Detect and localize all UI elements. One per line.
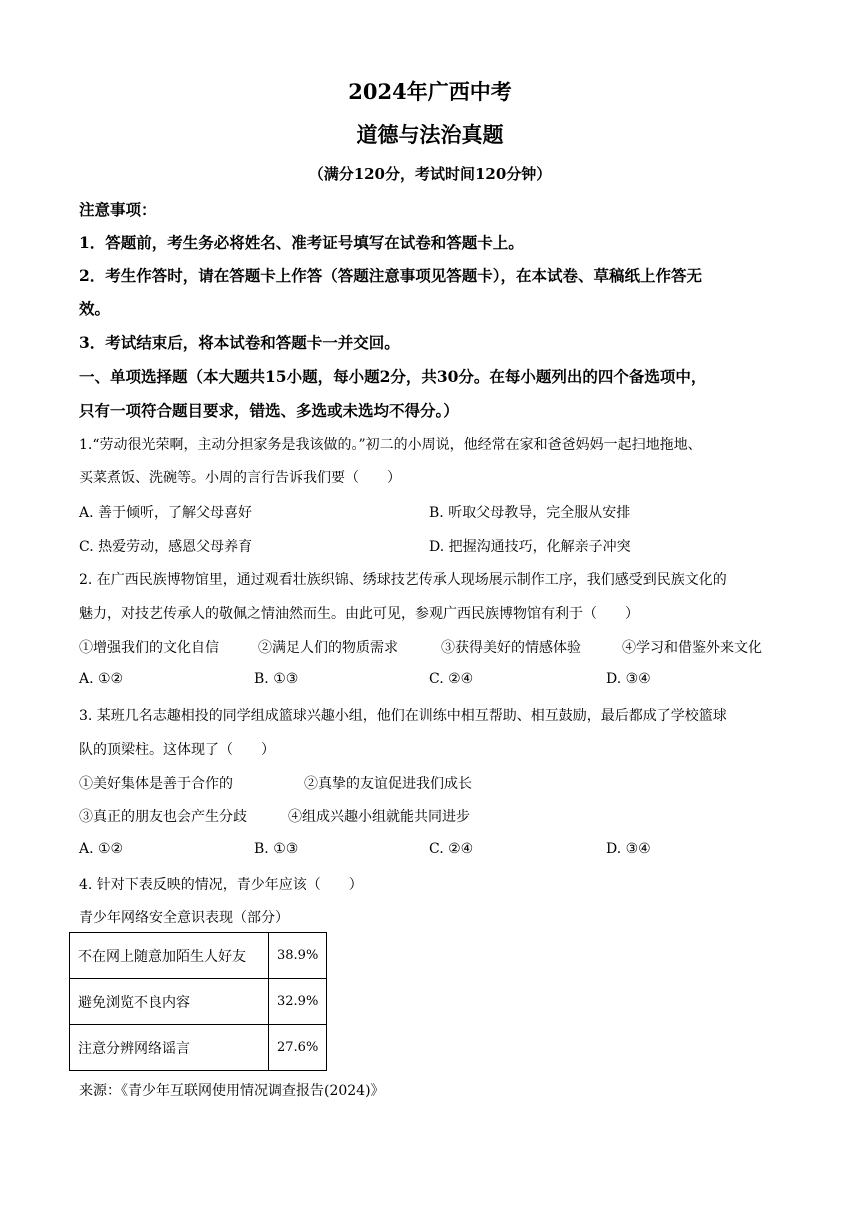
notice-item-1: 1．答题前，考生务必将姓名、准考证号填写在试卷和答题卡上。 (79, 233, 524, 252)
question-1-option-b: B. 听取父母教导，完全服从安排 (429, 505, 631, 521)
question-2-statement-4: ④学习和借鉴外来文化 (622, 640, 762, 656)
question-2-statement-2: ②满足人们的物质需求 (258, 640, 398, 656)
question-3-statement-2: ②真挚的友谊促进我们成长 (304, 776, 472, 792)
table-cell-label: 避免浏览不良内容 (70, 979, 269, 1025)
question-3-option-c: C. ②④ (429, 841, 474, 857)
question-3-statement-4: ④组成兴趣小组就能共同进步 (288, 809, 470, 825)
notice-item-3: 3．考试结束后，将本试卷和答题卡一并交回。 (79, 333, 400, 352)
notice-item-2: 2．考生作答时，请在答题卡上作答（答题注意事项见答题卡），在本试卷、草稿纸上作答无 (79, 266, 703, 285)
table-row (70, 979, 327, 1025)
table-cell-label: 不在网上随意加陌生人好友 (70, 933, 269, 979)
question-3-statement-3: ③真正的朋友也会产生分歧 (79, 809, 247, 825)
question-2-stem-cont: 魅力，对技艺传承人的敬佩之情油然而生。由此可见，参观广西民族博物馆有利于（ ） (79, 606, 639, 622)
exam-title-year: 2024年广西中考 (348, 79, 512, 104)
question-3-stem-cont: 队的顶梁柱。这体现了（ ） (79, 742, 275, 758)
table-cell-value: 38.9% (269, 933, 327, 979)
question-1-option-c: C. 热爱劳动，感恩父母养育 (79, 539, 253, 555)
question-2-option-a: A. ①② (79, 671, 124, 687)
question-3-option-d: D. ③④ (606, 841, 651, 857)
table-source: 来源：《青少年互联网使用情况调查报告(2024)》 (79, 1083, 385, 1099)
question-3-stem: 3. 某班几名志趣相投的同学组成篮球兴趣小组，他们在训练中相互帮助、相互鼓励，最后都成了学校篮球 (79, 708, 727, 724)
question-1-option-d: D. 把握沟通技巧，化解亲子冲突 (429, 539, 631, 555)
question-1-stem-cont: 买菜煮饭、洗碗等。小周的言行告诉我们要（ ） (79, 470, 401, 486)
survey-table (69, 932, 327, 1071)
section-heading: 一、单项选择题（本大题共15小题，每小题2分，共30分。在每小题列出的四个备选项中， (79, 367, 707, 386)
exam-subtitle: （满分120分，考试时间120分钟） (308, 165, 552, 183)
exam-title-subject: 道德与法治真题 (356, 122, 504, 147)
question-2-option-d: D. ③④ (606, 671, 651, 687)
notice-item-2-cont: 效。 (79, 299, 111, 318)
question-2-option-c: C. ②④ (429, 671, 474, 687)
question-1-option-a: A. 善于倾听，了解父母喜好 (79, 505, 253, 521)
section-heading-cont: 只有一项符合题目要求，错选、多选或未选均不得分。） (79, 401, 459, 420)
question-2-stem: 2. 在广西民族博物馆里，通过观看壮族织锦、绣球技艺传承人现场展示制作工序，我们感受到民族文化的 (79, 572, 727, 588)
table-row (70, 1025, 327, 1071)
table-cell-label: 注意分辨网络谣言 (70, 1025, 269, 1071)
table-caption: 青少年网络安全意识表现（部分） (79, 910, 289, 926)
question-3-option-b: B. ①③ (254, 841, 299, 857)
question-2-option-b: B. ①③ (254, 671, 299, 687)
table-cell-value: 27.6% (269, 1025, 327, 1071)
question-3-option-a: A. ①② (79, 841, 124, 857)
question-2-statement-1: ①增强我们的文化自信 (79, 640, 219, 656)
question-3-statement-1: ①美好集体是善于合作的 (79, 776, 233, 792)
question-1-stem: 1.“劳动很光荣啊，主动分担家务是我该做的。”初二的小周说，他经常在家和爸爸妈妈一起扫地拖地、 (79, 437, 702, 453)
table-row (70, 933, 327, 979)
question-2-statement-3: ③获得美好的情感体验 (441, 640, 581, 656)
table-cell-value: 32.9% (269, 979, 327, 1025)
notice-heading: 注意事项： (79, 200, 157, 219)
question-4-stem: 4. 针对下表反映的情况，青少年应该（ ） (79, 877, 363, 893)
